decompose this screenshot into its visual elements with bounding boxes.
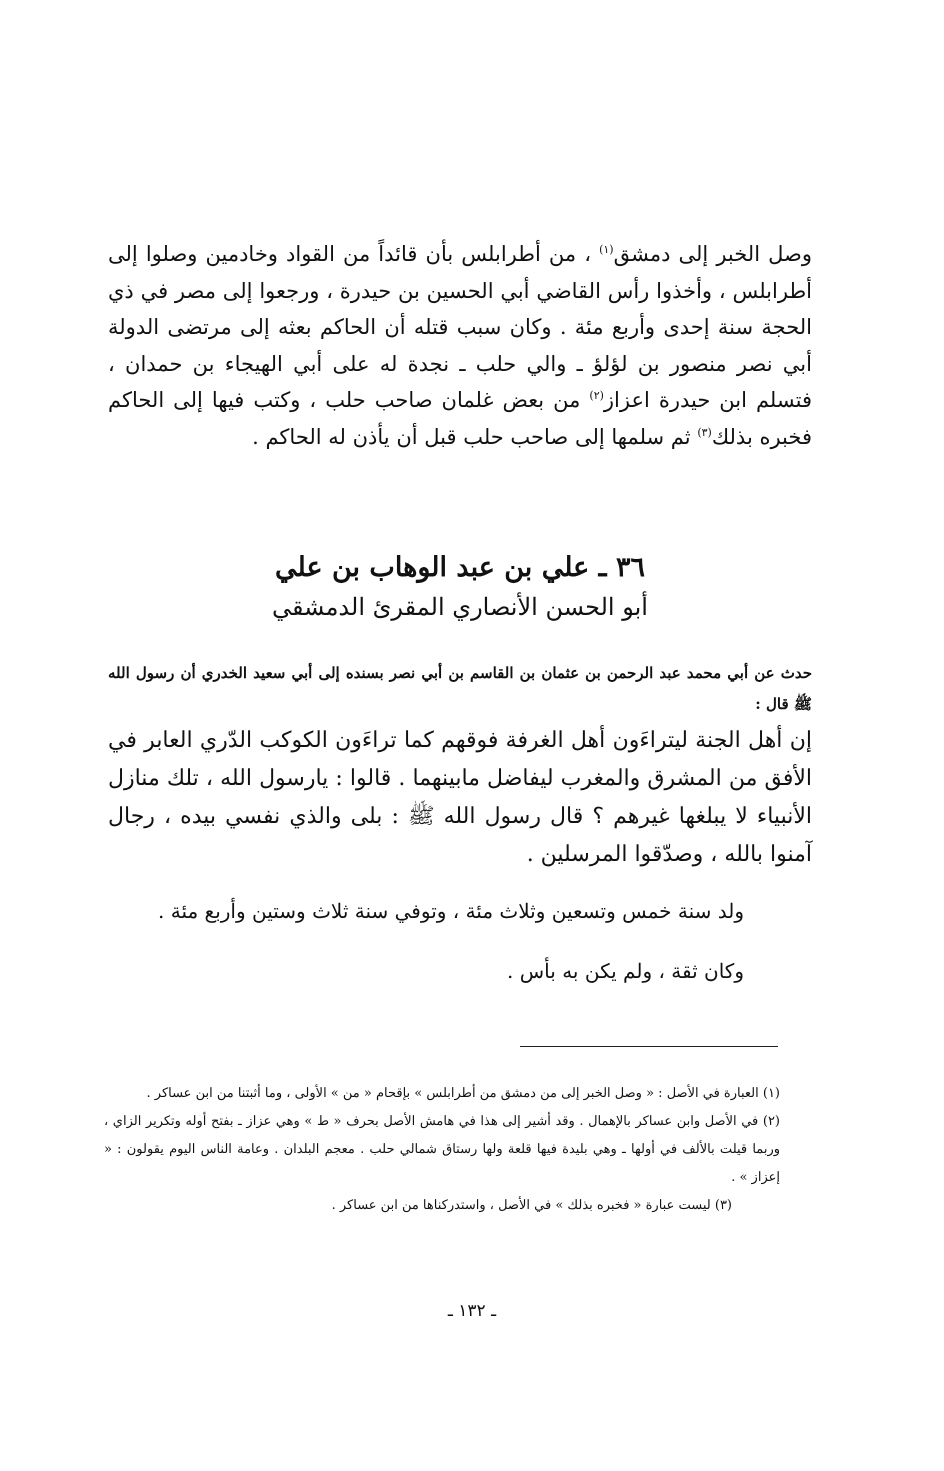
body-text-segment-1: وصل الخبر إلى دمشق [613, 242, 812, 266]
footnote-marker-2: (٢) [589, 389, 604, 402]
body-text-segment-4: ثم سلمها إلى صاحب حلب قبل أن يأذن له الحاكم . [252, 424, 691, 449]
footnote-3: (٣) ليست عبارة « فخبره بذلك » في الأصل ، واستدركناها من ابن عساكر . [331, 1198, 732, 1213]
isnad-text: حدث عن أبي محمد عبد الرحمن بن عثمان بن القاسم بن أبي نصر بسنده إلى أبي سعيد الخدري أن رسول الله ﷺ قال : [108, 664, 812, 713]
body-text-segment-2: ، من أطرابلس بأن قائداً من القواد وخادمين وصلوا إلى أطرابلس ، وأخذوا رأس القاضي أبي الحسين بن حيدرة ، ورجعوا إلى مصر في ذي الحجة سنة إحدى وأربع مئة . وكان سبب قتله أن الحاكم بعثه إلى مرتضى الدولة أبي نصر منصور بن لؤلؤ ـ والي حلب ـ نجدة له على أبي الهيجاء بن حمدان ، فتسلم ابن حيدرة اعزاز [108, 242, 812, 412]
body-text-segment-3: من بعض غلمان صاحب حلب ، وكتب فيها إلى الحاكم فخبره بذلك [108, 388, 812, 449]
hadith-paragraph [108, 722, 812, 874]
page-number: ـ ١٣٢ ـ [447, 1301, 497, 1321]
entry-title: ٣٦ ـ علي بن عبد الوهاب بن علي [275, 552, 645, 583]
footnotes [104, 1080, 780, 1220]
reliability-line: وكان ثقة ، ولم يكن به بأس . [507, 959, 744, 983]
hadith-text: إن أهل الجنة ليتراءَون أهل الغرفة فوقهم كما تراءَون الكوكب الدّري العابر في الأفق من المشرق والمغرب ليفاضل مابينهما . قالوا : يارسول الله ، تلك منازل الأنبياء لا يبلغها غيرهم ؟ قال رسول الله ﷺ : بلى والذي نفسي بيده ، رجال آمنوا بالله ، وصدّقوا المرسلين . [108, 728, 812, 867]
footnote-marker-3: (٣) [697, 425, 712, 439]
isnad-paragraph [108, 658, 812, 720]
birth-death-line: ولد سنة خمس وتسعين وثلاث مئة ، وتوفي سنة ثلاث وستين وأربع مئة . [158, 899, 744, 923]
body-paragraph [108, 236, 812, 455]
footnote-1: (١) العبارة في الأصل : « وصل الخبر إلى من دمشق من أطرابلس » بإقحام « من » الأولى ، وما أثبتنا من ابن عساكر . [146, 1086, 780, 1101]
body-paragraph-text [108, 236, 812, 455]
footnote-marker-1: (١) [599, 243, 614, 256]
footnote-separator [520, 1046, 778, 1047]
footnote-2: (٢) في الأصل وابن عساكر بالإهمال . وقد أشير إلى هذا في هامش الأصل بحرف « ط » وهي عزاز ـ بفتح أوله وتكرير الزاي ، وربما قيلت بالألف في أولها ـ وهي بليدة فيها قلعة ولها رستاق شمالي حلب . معجم البلدان . وعامة الناس اليوم يقولون : « إعزاز » . [104, 1114, 780, 1185]
entry-subtitle: أبو الحسن الأنصاري المقرئ الدمشقي [272, 593, 648, 621]
